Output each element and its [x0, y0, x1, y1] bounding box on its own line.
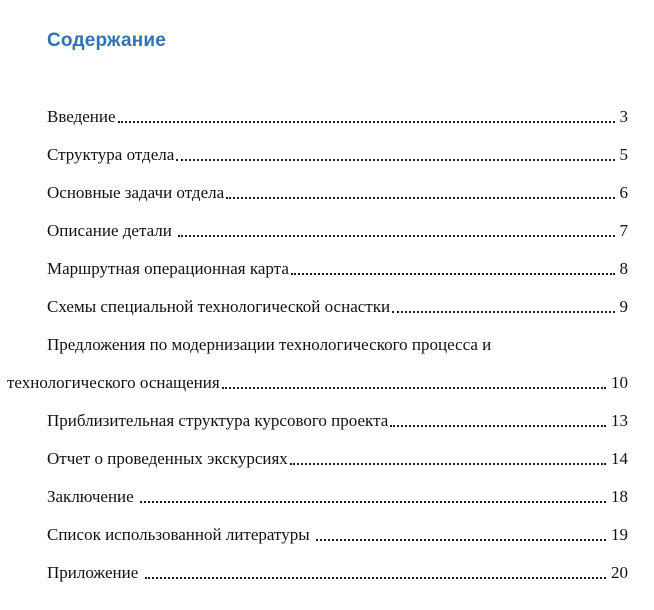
- dot-leader: [178, 235, 614, 237]
- dot-leader: [390, 425, 606, 427]
- toc-page-number: 20: [611, 563, 628, 582]
- toc-entry-text: Заключение: [47, 487, 138, 506]
- toc-entry[interactable]: [7, 525, 628, 544]
- toc-entry[interactable]: [7, 563, 628, 582]
- toc-entry[interactable]: [7, 107, 628, 126]
- toc-entry-text: Маршрутная операционная карта: [47, 259, 289, 278]
- dot-leader: [291, 273, 615, 275]
- dot-leader: [222, 387, 606, 389]
- toc-entry[interactable]: [7, 259, 628, 278]
- toc-page-number: 14: [611, 449, 628, 468]
- dot-leader: [176, 159, 614, 161]
- toc-entry[interactable]: [7, 183, 628, 202]
- toc-title: Содержание: [47, 30, 167, 51]
- toc-entry-text: Приложение: [47, 563, 143, 582]
- dot-leader: [290, 463, 606, 465]
- toc-entry-text: Схемы специальной технологической оснастки: [47, 297, 391, 316]
- toc-page-number: 5: [619, 145, 628, 164]
- toc-entry-text: Основные задачи отдела: [47, 183, 225, 202]
- toc-page-number: 19: [611, 525, 628, 544]
- toc-entry[interactable]: [7, 335, 628, 354]
- toc-list: [7, 107, 628, 582]
- dot-leader: [226, 197, 614, 199]
- dot-leader: [316, 539, 606, 541]
- dot-leader: [118, 121, 615, 123]
- toc-entry-text: Структура отдела: [47, 145, 175, 164]
- dot-leader: [392, 311, 614, 313]
- toc-entry[interactable]: [7, 449, 628, 468]
- toc-entry[interactable]: [7, 373, 628, 392]
- toc-entry[interactable]: [7, 487, 628, 506]
- toc-entry-text: Введение: [47, 107, 116, 126]
- toc-page-number: 9: [619, 297, 628, 316]
- toc-page-number: 3: [619, 107, 628, 126]
- toc-page-number: 6: [619, 183, 628, 202]
- toc-entry-text: Приблизительная структура курсового проекта: [47, 411, 389, 430]
- dot-leader: [145, 577, 607, 579]
- toc-page-number: 10: [611, 373, 628, 392]
- toc-entry-text: технологического оснащения: [7, 373, 220, 392]
- toc-page-number: 13: [611, 411, 628, 430]
- toc-entry-text: Описание детали: [47, 221, 177, 240]
- toc-entry-text: Предложения по модернизации технологического процесса и: [47, 335, 492, 354]
- dot-leader: [140, 501, 606, 503]
- toc-page-number: 7: [619, 221, 628, 240]
- toc-entry[interactable]: [7, 221, 628, 240]
- toc-entry[interactable]: [7, 411, 628, 430]
- toc-entry-text: Список использованной литературы: [47, 525, 314, 544]
- toc-entry-text: Отчет о проведенных экскурсиях: [47, 449, 288, 468]
- toc-page-number: 18: [611, 487, 628, 506]
- toc-page-number: 8: [619, 259, 628, 278]
- toc-entry[interactable]: [7, 145, 628, 164]
- toc-entry[interactable]: [7, 297, 628, 316]
